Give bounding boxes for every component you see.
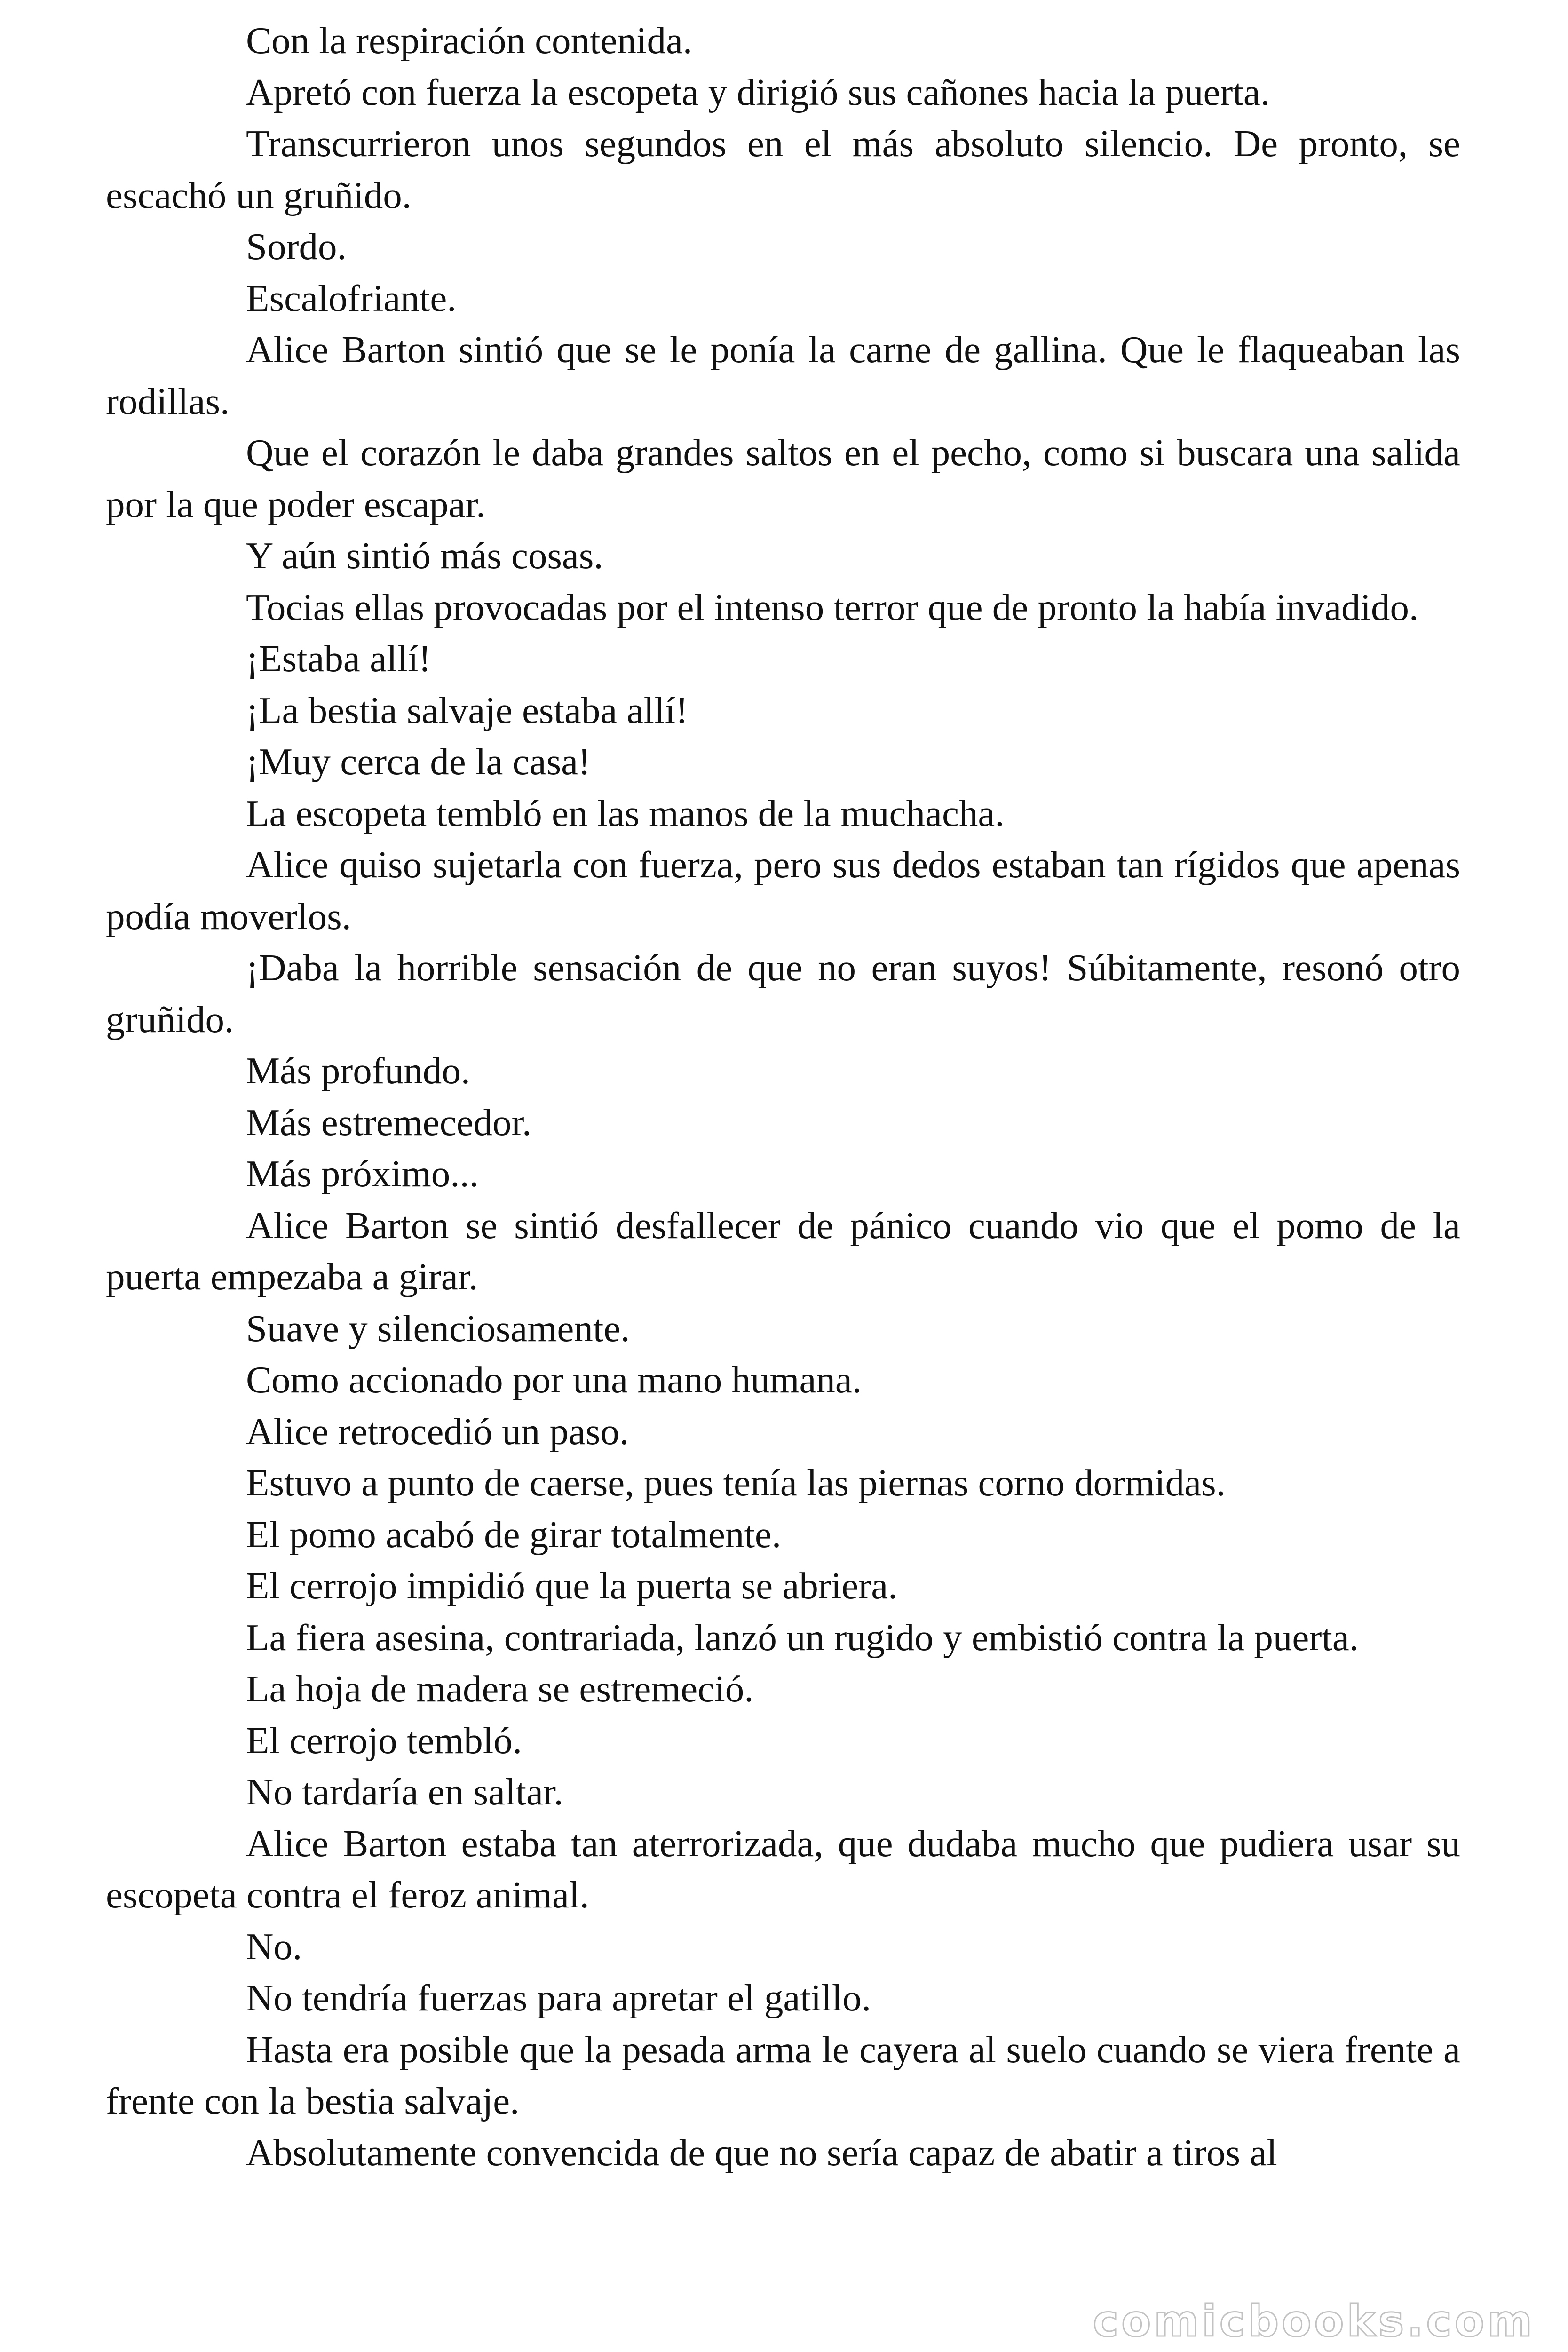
paragraph: La fiera asesina, contrariada, lanzó un rugido y embistió contra la puerta.	[246, 1616, 1359, 1659]
paragraph: No tardaría en saltar.	[246, 1771, 563, 1813]
paragraph: Y aún sintió más cosas.	[246, 534, 603, 577]
paragraph: ¡La bestia salvaje estaba allí!	[246, 689, 689, 731]
paragraph: Transcurrieron unos segundos en el más absoluto silencio. De pronto, se escachó un gruñido.	[106, 122, 1460, 216]
watermark: comicbooks.com	[1093, 2296, 1535, 2346]
paragraph: El cerrojo tembló.	[246, 1719, 523, 1762]
paragraph: El cerrojo impidió que la puerta se abriera.	[246, 1565, 898, 1607]
paragraph: Alice quiso sujetarla con fuerza, pero sus dedos estaban tan rígidos que apenas podía moverlos.	[106, 843, 1460, 938]
paragraph: Alice Barton se sintió desfallecer de pánico cuando vio que el pomo de la puerta empezaba a girar.	[106, 1204, 1460, 1298]
paragraph: No.	[246, 1925, 302, 1968]
paragraph: Sordo.	[246, 225, 347, 268]
paragraph: El pomo acabó de girar totalmente.	[246, 1513, 782, 1556]
paragraph: La hoja de madera se estremeció.	[246, 1668, 754, 1710]
paragraph: Escalofriante.	[246, 277, 457, 319]
paragraph: ¡Muy cerca de la casa!	[246, 740, 591, 783]
paragraph: No tendría fuerzas para apretar el gatillo.	[246, 1977, 871, 2019]
paragraph: Más próximo...	[246, 1152, 479, 1195]
paragraph: Alice Barton estaba tan aterrorizada, que dudaba mucho que pudiera usar su escopeta contra el feroz animal.	[106, 1822, 1460, 1916]
paragraph: Como accionado por una mano humana.	[246, 1359, 862, 1401]
body-text	[106, 15, 1460, 2178]
paragraph: Alice Barton sintió que se le ponía la carne de gallina. Que le flaqueaban las rodillas.	[106, 328, 1460, 422]
paragraph: Apretó con fuerza la escopeta y dirigió sus cañones hacia la puerta.	[246, 71, 1270, 113]
paragraph: Alice retrocedió un paso.	[246, 1410, 629, 1453]
paragraph: ¡Daba la horrible sensación de que no eran suyos! Súbitamente, resonó otro gruñido.	[106, 946, 1460, 1041]
paragraph: Hasta era posible que la pesada arma le cayera al suelo cuando se viera frente a frente con la bestia salvaje.	[106, 2028, 1460, 2122]
paragraph: ¡Estaba allí!	[246, 637, 431, 680]
paragraph: Tocias ellas provocadas por el intenso terror que de pronto la había invadido.	[246, 586, 1419, 628]
paragraph: Suave y silenciosamente.	[246, 1307, 630, 1350]
paragraph: Absolutamente convencida de que no sería capaz de abatir a tiros al	[246, 2131, 1277, 2174]
paragraph: La escopeta tembló en las manos de la muchacha.	[246, 792, 1005, 834]
paragraph: Que el corazón le daba grandes saltos en el pecho, como si buscara una salida por la que poder escapar.	[106, 431, 1460, 525]
paragraph: Estuvo a punto de caerse, pues tenía las piernas corno dormidas.	[246, 1462, 1226, 1504]
paragraph: Más estremecedor.	[246, 1101, 532, 1144]
paragraph: Más profundo.	[246, 1049, 470, 1092]
paragraph: Con la respiración contenida.	[246, 19, 693, 62]
